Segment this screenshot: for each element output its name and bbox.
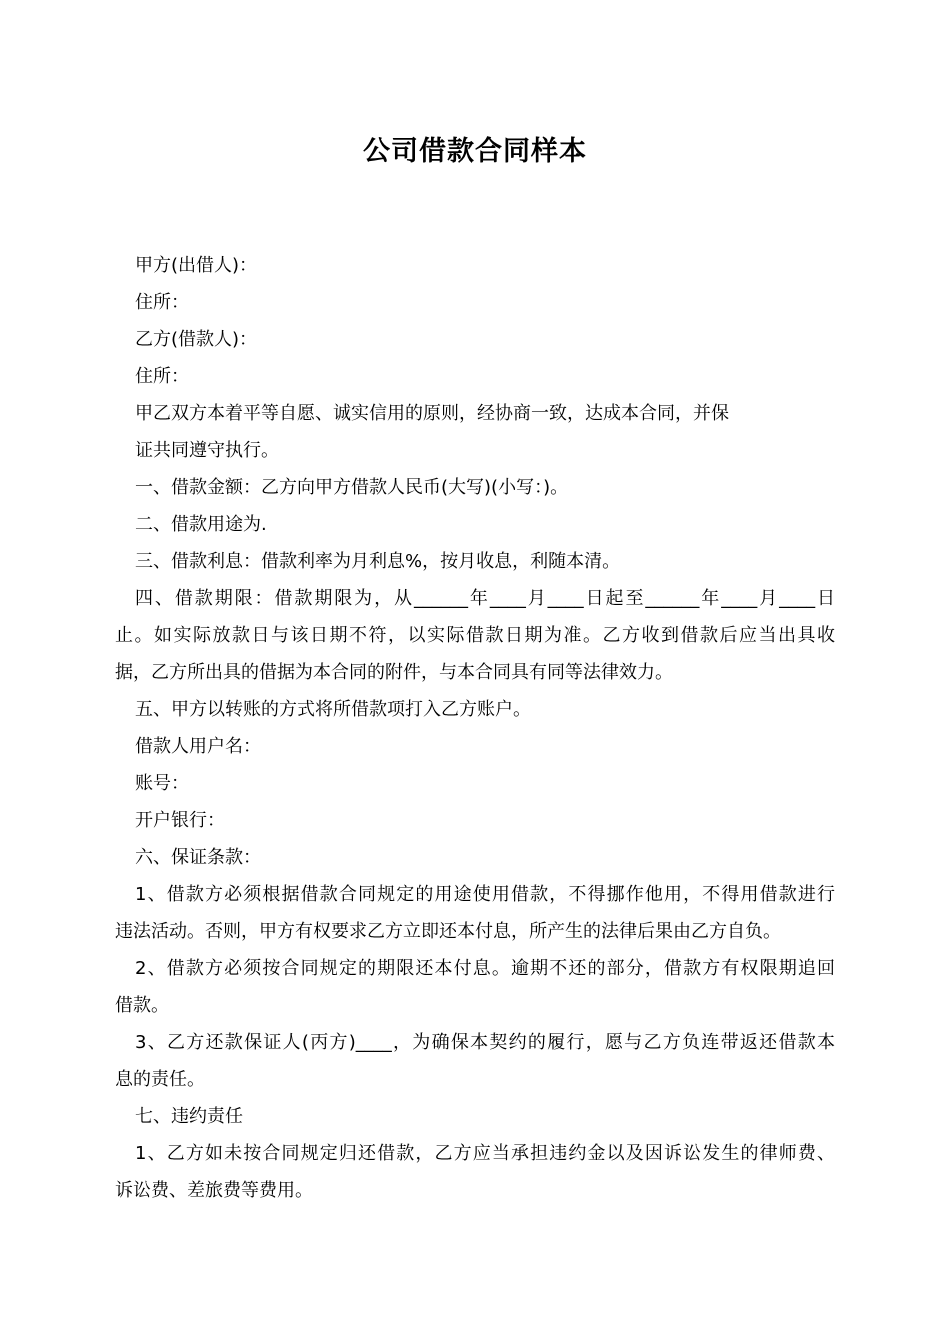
guarantee-3-line-1: 3、乙方还款保证人(丙方)____，为确保本契约的履行，愿与乙方负连带返还借款本 xyxy=(135,1032,835,1053)
document-body xyxy=(115,247,835,1209)
lender-line: 甲方(出借人)： xyxy=(135,255,258,276)
clause-amount: 一、借款金额：乙方向甲方借款人民币(大写)(小写：)。 xyxy=(135,477,569,498)
guarantee-2-line-1: 2、借款方必须按合同规定的期限还本付息。逾期不还的部分，借款方有权限期追回 xyxy=(135,958,835,979)
document-title: 公司借款合同样本 xyxy=(363,136,587,167)
clause-term-line-1: 四、借款期限：借款期限为，从______年____月____日起至______年____月____日 xyxy=(135,588,835,609)
guarantee-1-line-1: 1、借款方必须根据借款合同规定的用途使用借款，不得挪作他用，不得用借款进行 xyxy=(135,884,835,905)
clause-transfer: 五、甲方以转账的方式将所借款项打入乙方账户。 xyxy=(135,699,531,720)
guarantee-1-line-2: 违法活动。否则，甲方有权要求乙方立即还本付息，所产生的法律后果由乙方自负。 xyxy=(115,921,781,942)
preamble-line-2: 证共同遵守执行。 xyxy=(135,440,279,461)
preamble-line-1: 甲乙双方本着平等自愿、诚实信用的原则，经协商一致，达成本合同，并保 xyxy=(135,403,729,424)
borrower-line: 乙方(借款人)： xyxy=(135,329,258,350)
guarantee-3-line-2: 息的责任。 xyxy=(115,1069,205,1090)
clause-term-line-3: 据，乙方所出具的借据为本合同的附件，与本合同具有同等法律效力。 xyxy=(115,662,673,683)
bank-line: 开户银行： xyxy=(135,810,225,831)
account-name-line: 借款人用户名： xyxy=(135,736,261,757)
clause-guarantee-heading: 六、保证条款： xyxy=(135,847,261,868)
borrower-address-line: 住所： xyxy=(135,366,189,387)
clause-liability-heading: 七、违约责任 xyxy=(135,1106,243,1127)
liability-1-line-1: 1、乙方如未按合同规定归还借款，乙方应当承担违约金以及因诉讼发生的律师费、 xyxy=(135,1143,835,1164)
clause-interest: 三、借款利息：借款利率为月利息%，按月收息，利随本清。 xyxy=(135,551,621,572)
account-number-line: 账号： xyxy=(135,773,189,794)
clause-purpose: 二、借款用途为. xyxy=(135,514,267,535)
liability-1-line-2: 诉讼费、差旅费等费用。 xyxy=(115,1180,313,1201)
guarantee-2-line-2: 借款。 xyxy=(115,995,169,1016)
lender-address-line: 住所： xyxy=(135,292,189,313)
clause-term-line-2: 止。如实际放款日与该日期不符，以实际借款日期为准。乙方收到借款后应当出具收 xyxy=(115,625,835,646)
